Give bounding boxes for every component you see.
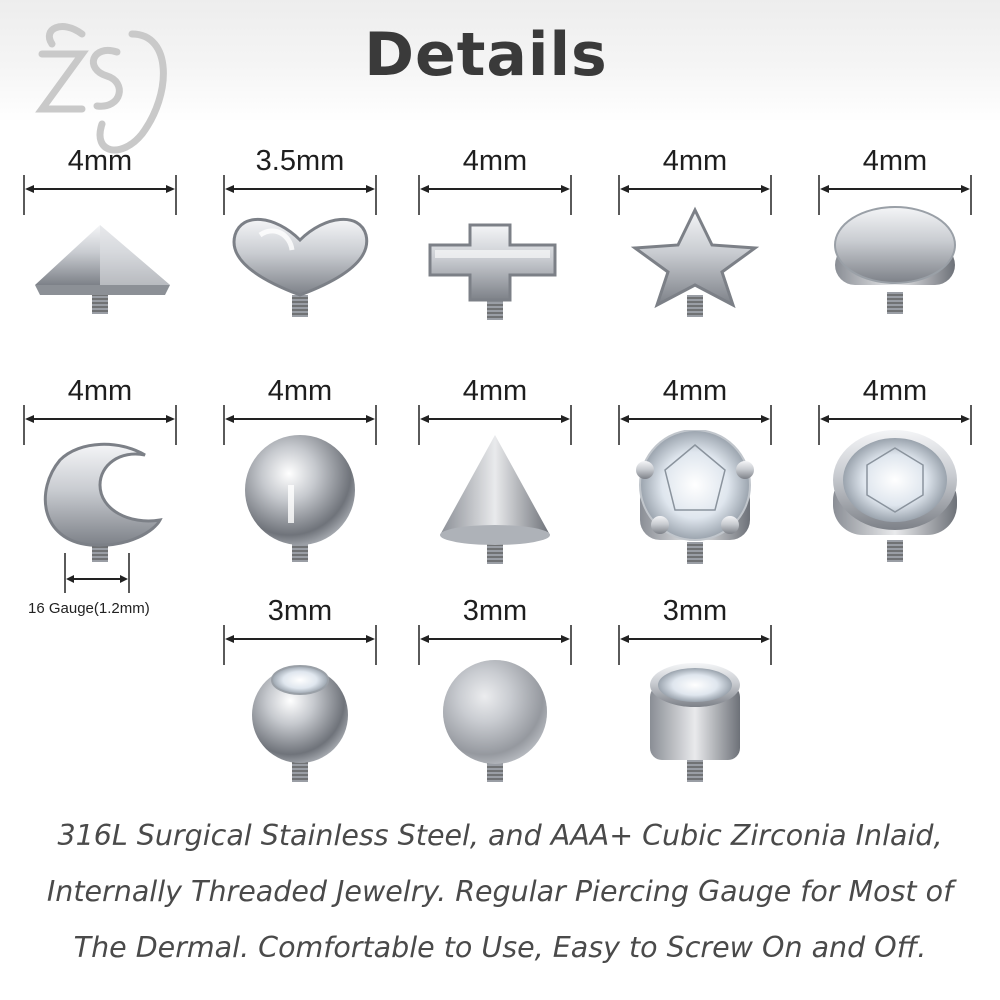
- size-label: 4mm: [862, 145, 928, 177]
- size-label: 3.5mm: [255, 145, 345, 177]
- size-label: 4mm: [662, 375, 728, 407]
- size-label: 4mm: [662, 145, 728, 177]
- jewelry-item: [20, 145, 180, 360]
- jewelry-item: [415, 145, 575, 360]
- spike-dermal-top: [415, 430, 575, 580]
- disc-dermal-top: [815, 200, 975, 350]
- size-label: 3mm: [267, 595, 333, 627]
- jewelry-item: [220, 145, 380, 360]
- size-label: 4mm: [67, 375, 133, 407]
- heart-dermal-top: [220, 200, 380, 350]
- frosted-ball-dermal-top: [415, 650, 575, 800]
- triangle-dermal-top: [20, 200, 180, 350]
- cross-dermal-top: [415, 200, 575, 350]
- star-dermal-top: [615, 200, 775, 350]
- size-label: 3mm: [662, 595, 728, 627]
- gauge-label: 16 Gauge(1.2mm): [28, 600, 150, 617]
- size-label: 4mm: [67, 145, 133, 177]
- jewelry-item: [220, 595, 380, 810]
- jewelry-item: [815, 375, 975, 590]
- size-label: 3mm: [462, 595, 528, 627]
- jewelry-item: [615, 375, 775, 590]
- description-line: The Dermal. Comfortable to Use, Easy to Screw On and Off.: [73, 931, 927, 964]
- jewelry-item: [220, 375, 380, 590]
- page-title: Details: [364, 20, 608, 90]
- size-label: 4mm: [267, 375, 333, 407]
- description-line: 316L Surgical Stainless Steel, and AAA+ Cubic Zirconia Inlaid,: [57, 819, 943, 852]
- jewelry-item: [415, 375, 575, 590]
- prong-gem-dermal-top: [615, 430, 775, 580]
- cylinder-gem-dermal-top: [615, 650, 775, 800]
- size-label: 4mm: [462, 375, 528, 407]
- ball-dermal-top: [220, 430, 380, 580]
- description-line: Internally Threaded Jewelry. Regular Piercing Gauge for Most of: [46, 875, 954, 908]
- size-label: 4mm: [862, 375, 928, 407]
- size-label: 4mm: [462, 145, 528, 177]
- product-description: [20, 808, 980, 976]
- jewelry-item: [615, 145, 775, 360]
- jewelry-item: [815, 145, 975, 360]
- jeweled-ball-dermal-top: [220, 650, 380, 800]
- gauge-dimension-line: [60, 553, 134, 593]
- bezel-gem-dermal-top: [815, 430, 975, 580]
- jewelry-item: [615, 595, 775, 810]
- jewelry-item: [415, 595, 575, 810]
